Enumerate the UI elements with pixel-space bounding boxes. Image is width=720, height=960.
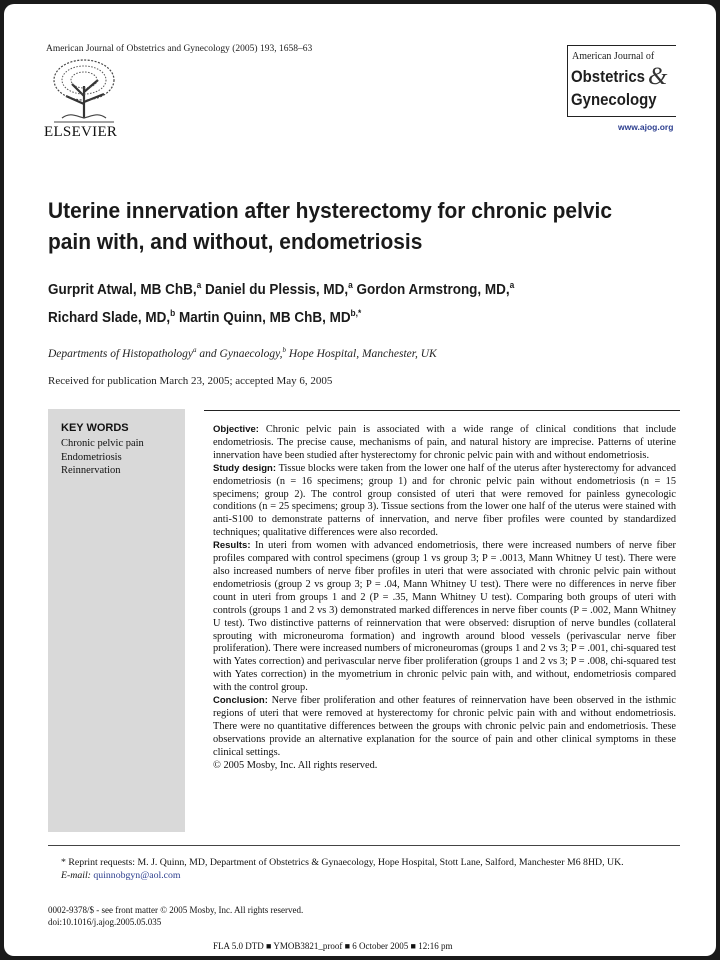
keywords-list xyxy=(61,437,144,478)
author-4: Richard Slade, MD,$^b$ xyxy=(48,307,176,326)
proof-footer: FLA 5.0 DTD ■ YMOB3821_proof ■ 6 October 2005 ■ 12:16 pm xyxy=(213,941,453,951)
journal-logo xyxy=(567,45,676,117)
issn-doi: 0002-9378/$ - see front matter © 2005 Mosby, Inc. All rights reserved. doi:10.1016/j.ajog.2005.05.035 xyxy=(48,905,304,927)
journal-logo-top: American Journal of xyxy=(572,51,655,62)
abstract-divider xyxy=(204,410,680,411)
keywords-title: KEY WORDS xyxy=(61,422,129,434)
journal-citation: American Journal of Obstetrics and Gynecology (2005) 193, 1658–63 xyxy=(46,44,313,54)
publisher-name: ELSEVIER xyxy=(44,124,118,140)
article-title: Uterine innervation after hysterectomy for chronic pelvic pain with, and without, endometriosis xyxy=(48,198,612,254)
journal-logo-ampersand: & xyxy=(648,63,668,90)
received-dates: Received for publication March 23, 2005; accepted May 6, 2005 xyxy=(48,375,333,387)
author-1: Gurprit Atwal, MB ChB,$^a$ xyxy=(48,280,202,298)
reprint-footnote: * Reprint requests: M. J. Quinn, MD, Department of Obstetrics & Gynaecology, Hope Hospital, Stott Lane, Salford, Manchester M6 8HD, UK. E-mail: quinnobgyn@aol.com xyxy=(61,857,624,881)
abstract-conclusion: Conclusion: Nerve fiber proliferation and other features of reinnervation have been observed in the isthmic regions of uteri that were removed at hysterectomy for chronic pelvic pain with and without endometriosis. There were no quantitative differences between the groups with chronic pelvic pain and endometriosis. These observations provide an alternative explanation for the source of pain and other clinical symptoms in these clinical settings. xyxy=(213,695,676,758)
abstract-objective: Objective: Chronic pelvic pain is associated with a wide range of clinical conditions that include endometriosis. The precise cause, mechanisms of pain, and natural history are imprecise. Patterns of uterine innervation have been studied after hysterectomy for chronic pelvic pain with and without endometriosis. xyxy=(213,424,676,461)
abstract-study-design: Study design: Tissue blocks were taken from the lower one half of the uterus after hysterectomy for advanced endometriosis (n = 16 specimens; group 1) and for chronic pelvic pain without endometriosis (n = 15 specimens; group 2). The control group consisted of uteri that were removed for painless gynecologic conditions (n = 25 specimens; group 3). Tissue sections from the lower one half of the uterus were stained with anti-S100 to demonstrate patterns of innervation, and nerve fiber profiles were counted by standardized techniques; qualitative differences were also recorded. xyxy=(213,462,676,539)
abstract-copyright: © 2005 Mosby, Inc. All rights reserved. xyxy=(213,759,378,771)
author-3: Gordon Armstrong, MD,$^a$ xyxy=(356,280,515,298)
footnote-divider xyxy=(48,845,680,846)
elsevier-tree-logo xyxy=(44,56,124,126)
author-2: Daniel du Plessis, MD,$^a$ xyxy=(204,280,353,298)
affiliations: Departments of Histopathology$^a$ and Gynaecology,$^b$ Hope Hospital, Manchester, UK xyxy=(48,346,437,360)
author-5: Martin Quinn, MB ChB, $MD^{b,*}$ xyxy=(179,307,362,326)
journal-logo-line1: Obstetrics xyxy=(571,67,646,86)
keywords-box xyxy=(48,409,185,832)
keyword-item: Endometriosis xyxy=(61,451,122,463)
abstract-results: Results: In uteri from women with advanced endometriosis, there were increased numbers of nerve fiber profiles compared with control specimens (group 1 vs group 3; P = .0013, Mann Whitney U test). There were also increased numbers of nerve fiber profiles in uteri that were associated with chronic pelvic pain without endometriosis (group 2 vs group 3; P = .04, Mann Whitney U test). There were no differences in nerve fiber count in uteri from groups 1 and 2 (P = .35, Mann Whitney U test). Comparing both groups of uteri with controls (groups 1 and 2 vs 3) demonstrated marked differences in nerve fiber counts (P = .002, Mann Whitney U test). Two distinctive patterns of reinnervation that were observed: disruption of nerve bundles (collateral sprouting with microneuroma formation) and ingrowth around blood vessels (perivascular nerve fiber proliferation). There were increased numbers of microneuromas (groups 1 and 2 vs 3; P = .001, chi-squared test with Yates correction) and perivascular nerve fiber proliferation (groups 1 and 2 vs 3; P = .008, chi-squared test with Yates correction) in the myometrium in chronic pelvic pain with, and without, endometriosis compared with the control group. xyxy=(213,540,676,694)
keyword-item: Chronic pelvic pain xyxy=(61,438,144,449)
email-link[interactable]: quinnobgyn@aol.com xyxy=(93,870,181,881)
journal-logo-line2: Gynecology xyxy=(571,90,657,109)
journal-url-link[interactable]: www.ajog.org xyxy=(618,122,674,132)
article-page xyxy=(4,4,716,956)
author-list xyxy=(48,274,662,330)
keyword-item: Reinnervation xyxy=(61,465,121,476)
abstract xyxy=(213,424,676,772)
